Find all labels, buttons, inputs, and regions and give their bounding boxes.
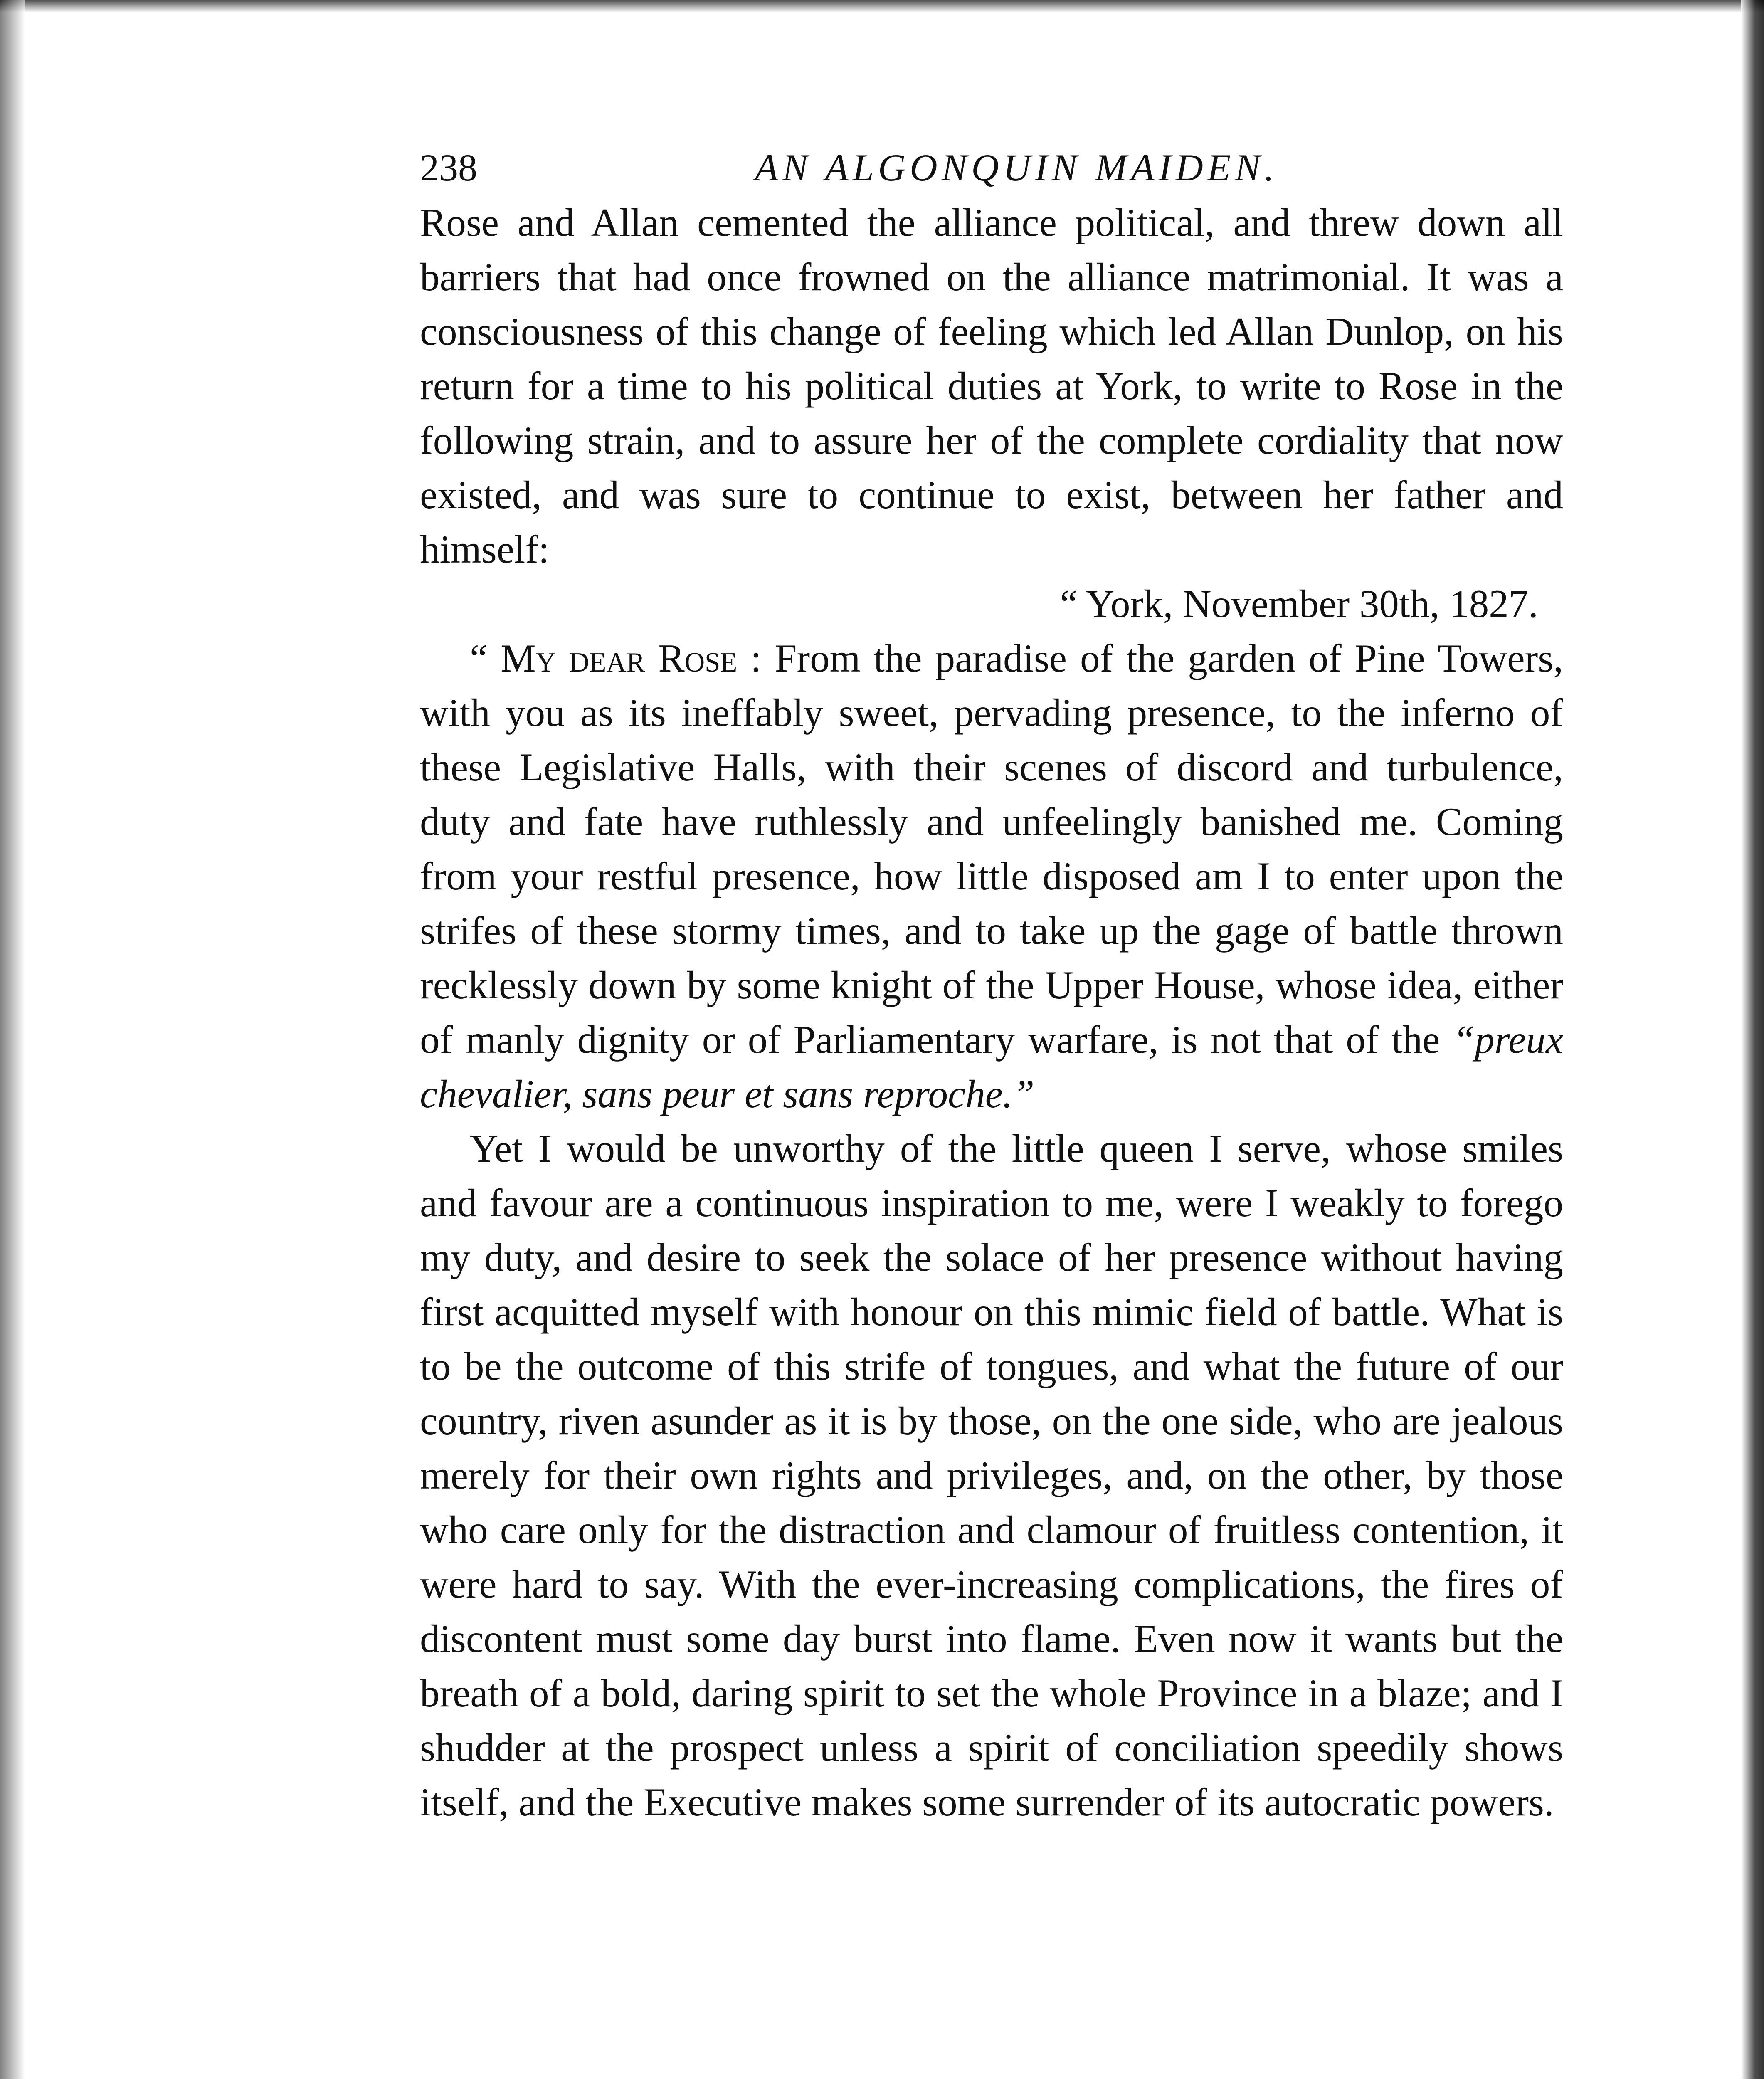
scan-edge-left xyxy=(0,0,25,2079)
running-head xyxy=(420,137,1563,195)
body-text xyxy=(420,195,1563,1830)
letter-salutation: “ My dear Rose : xyxy=(470,636,762,680)
letter-paragraph-1-italic-quote: “preux chevalier, sans peur et sans reproche.” xyxy=(420,1017,1563,1116)
continuation-paragraph: Rose and Allan cemented the alliance political, and threw down all barriers that had once frowned on the alliance matrimonial. It was a consciousness of this change of feeling which led Allan Dunlop, on his return for a time to his political duties at York, to write to Rose in the following strain, and to assure her of the complete cordiality that now existed, and was sure to continue to exist, between her father and himself: xyxy=(420,200,1563,571)
book-page xyxy=(420,137,1563,1830)
letter-dateline: “ York, November 30th, 1827. xyxy=(1060,582,1538,626)
page-number: 238 xyxy=(420,146,477,189)
running-title: AN ALGONQUIN MAIDEN. xyxy=(755,146,1278,189)
letter-paragraph-1 xyxy=(420,631,1563,1121)
scan-edge-right xyxy=(1741,0,1764,2079)
letter-paragraph-1-text: From the paradise of the garden of Pine Towers, with you as its ineffably sweet, pervading presence, to the inferno of these Legislative Halls, with their scenes of discord and turbulence, duty and fate have ruthlessly and unfeelingly banished me. Coming from your restful presence, how little disposed am I to enter upon the strifes of these stormy times, and to take up the gage of battle thrown recklessly down by some knight of the Upper House, whose idea, either of manly dignity or of Parliamentary warfare, is not that of the xyxy=(420,636,1563,1062)
scan-edge-top xyxy=(0,0,1764,12)
letter-paragraph-2: Yet I would be unworthy of the little queen I serve, whose smiles and favour are a continuous inspiration to me, were I weakly to forego my duty, and desire to seek the solace of her presence without having first acquitted myself with honour on this mimic field of battle. What is to be the outcome of this strife of tongues, and what the future of our country, riven asunder as it is by those, on the one side, who are jealous merely for their own rights and privileges, and, on the other, by those who care only for the distraction and clamour of fruitless contention, it were hard to say. With the ever-increasing complications, the fires of discontent must some day burst into flame. Even now it wants but the breath of a bold, daring spirit to set the whole Province in a blaze; and I shudder at the prospect unless a spirit of conciliation speedily shows itself, and the Executive makes some surrender of its autocratic powers. xyxy=(420,1126,1563,1824)
